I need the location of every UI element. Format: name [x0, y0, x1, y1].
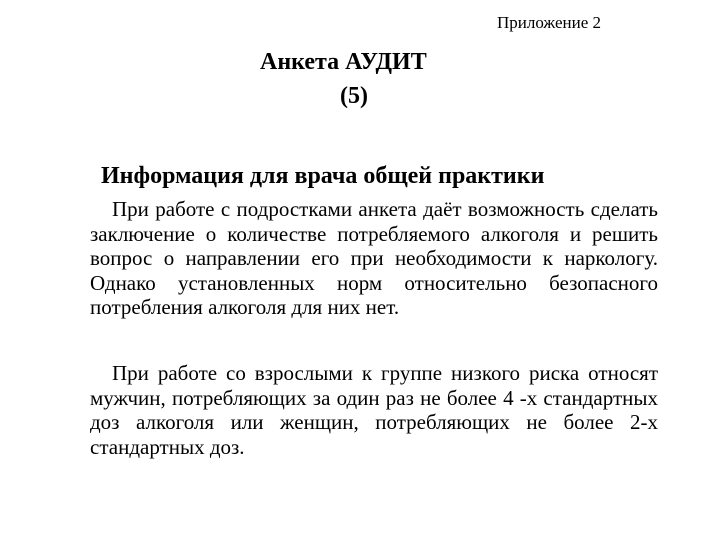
- paragraph-adolescents: [90, 197, 658, 320]
- paragraph-text: При работе с подростками анкета даёт возможность сделать заключение о количестве потребляемого алкоголя и решить вопрос о направлении его при необходимости к наркологу. Однако установленных норм относительно безопасного потребления алкоголя для них нет.: [90, 197, 658, 319]
- appendix-label: Приложение 2: [497, 13, 601, 32]
- section-heading: Информация для врача общей практики: [101, 163, 545, 189]
- title-number: (5): [340, 83, 368, 109]
- paragraph-adults: [90, 361, 658, 459]
- paragraph-text: При работе со взрослыми к группе низкого риска относят мужчин, потребляющих за один раз не более 4 -х стандартных доз алкоголя или женщин, потребляющих не более 2-х стандартных доз.: [90, 361, 658, 459]
- title-line: Анкета АУДИТ: [260, 49, 427, 75]
